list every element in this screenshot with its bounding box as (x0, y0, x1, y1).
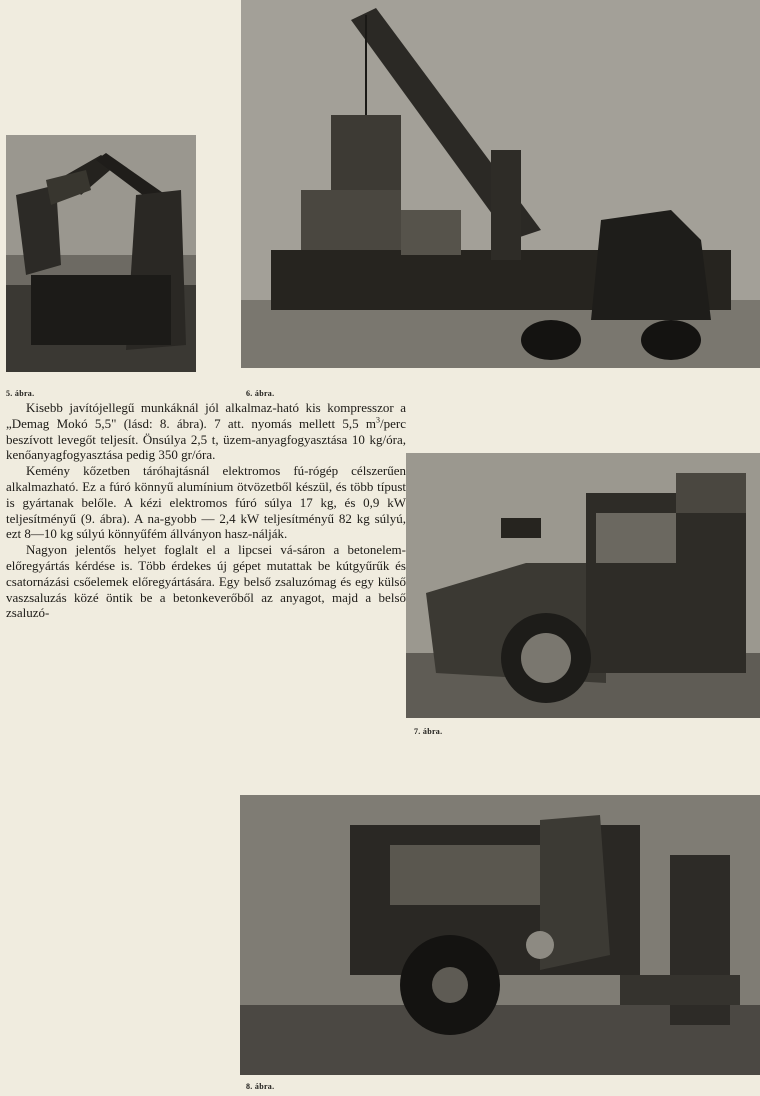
article-paragraph-1-part-b: /perc beszívott levegőt teljesít. Önsúlya 2,5 t, üzem-anyagfogyasztása 10 kg/óra, kenőanyagfogyasztása pedig 350 gr/óra. (6, 415, 406, 463)
cubic-superscript: 3 (376, 415, 381, 425)
article-paragraph-1 (6, 400, 406, 463)
article-paragraph-2: Kemény kőzetben táróhajtásnál elektromos fú-rógép célszerűen alkalmazható. Ez a fúró könnyű alumínium ötvözetből készül, és több típust is gyártanak belőle. A kézi elektromos fúró súlya 17 kg, és 0,9 kW teljesítményű (9. ábra). A na-gyobb — 2,4 kW teljesítményű 82 kg súlyú, ezt 8—10 kg súlyú könnyűfém állványon hasz-nálják. (6, 463, 406, 542)
figure-5-excavator-photo (6, 135, 196, 372)
figure-5-caption: 5. ábra. (6, 389, 35, 398)
figure-7-caption: 7. ábra. (414, 727, 443, 736)
article-paragraph-1-part-a: Kisebb javítójellegű munkáknál jól alkalmaz-ható kis kompresszor a „Demag Mokó 5,5" (lásd: 8. ábra). 7 att. nyomás mellett 5,5 m (6, 400, 406, 431)
figure-7-machine-photo (406, 453, 760, 718)
article-paragraph-3: Nagyon jelentős helyet foglalt el a lipcsei vá-sáron a betonelem-előregyártás kérdése is. Több érdekes új gépet mutattak be kútgyűrűk és csatornázási csőelemek előregyártására. Egy belső zsaluzómag és egy külső vaszsaluzás közé öntik be a betonkeverőből az anyagot, majd a belső zsaluzó- (6, 542, 406, 621)
figure-8-caption: 8. ábra. (246, 1082, 275, 1091)
figure-8-compressor-photo (240, 795, 760, 1075)
figure-6-crane-truck-photo (241, 0, 760, 368)
article-body (6, 400, 406, 621)
figure-6-caption: 6. ábra. (246, 389, 275, 398)
